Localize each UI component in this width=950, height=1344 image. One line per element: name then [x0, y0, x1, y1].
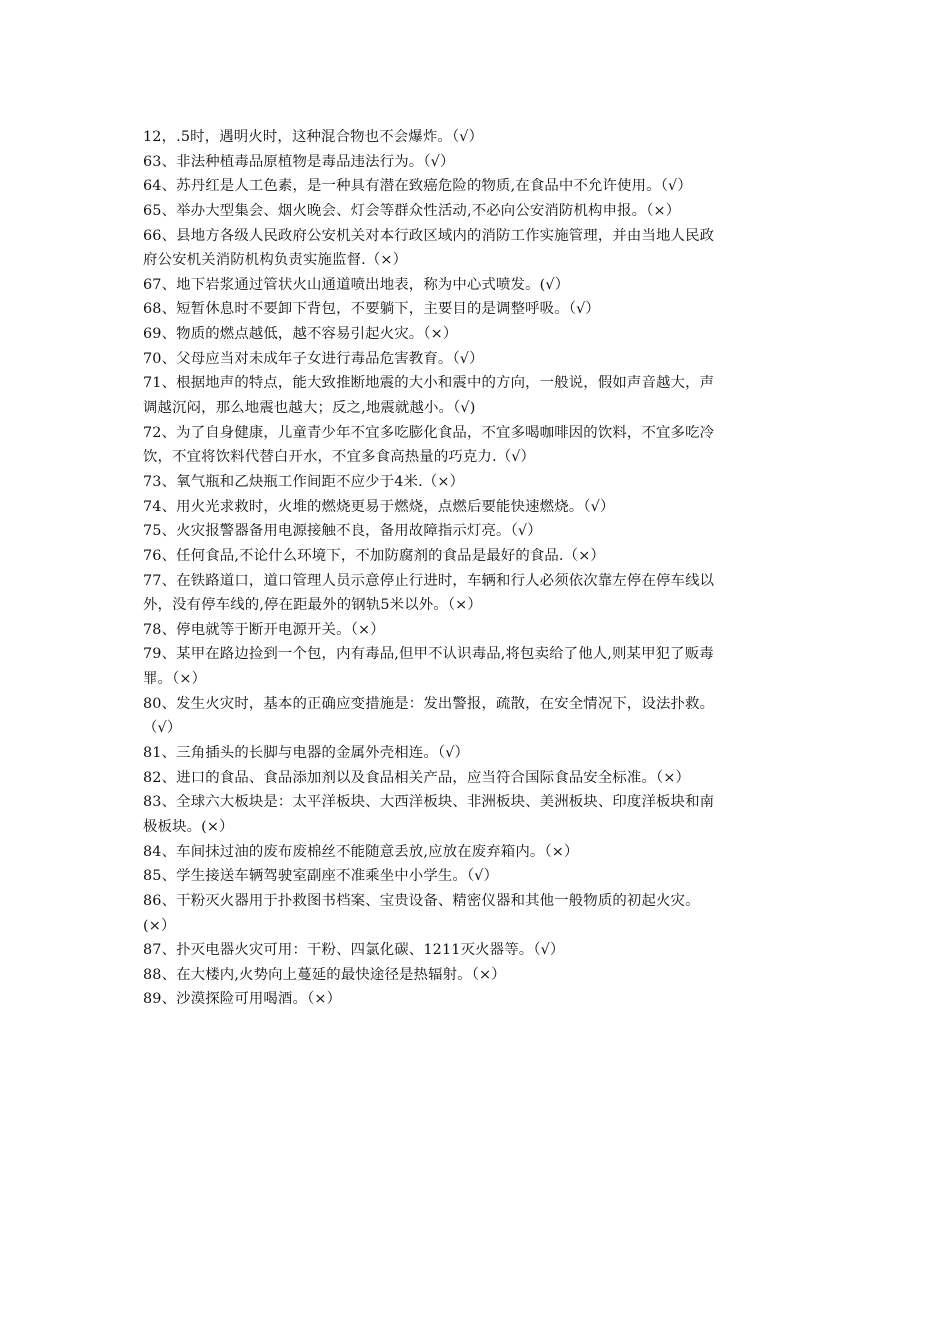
text-line: 88、在大楼内,火势向上蔓延的最快途径是热辐射。（×）	[143, 966, 506, 983]
text-line: 63、非法种植毒品原植物是毒品违法行为。（√）	[143, 153, 455, 170]
text-line: 86、干粉灭火器用于扑救图书档案、宝贵设备、精密仪器和其他一般物质的初起火灾。	[143, 892, 700, 909]
text-line: 85、学生接送车辆驾驶室副座不准乘坐中小学生。（√）	[143, 868, 499, 885]
text-line: 66、县地方各级人民政府公安机关对本行政区域内的消防工作实施管理，并由当地人民政	[143, 227, 715, 244]
text-line: 81、三角插头的长脚与电器的金属外壳相连。（√）	[143, 745, 470, 762]
text-line: 12，.5时，遇明火时，这种混合物也不会爆炸。（√）	[143, 129, 484, 145]
text-line: 84、车间抹过油的废布废棉丝不能随意丢放,应放在废弃箱内。（×）	[143, 843, 579, 860]
text-line: 67、地下岩浆通过管状火山通道喷出地表，称为中心式喷发。(√）	[143, 276, 570, 293]
text-line: 调越沉闷，那么地震也越大；反之,地震就越小。（√)	[143, 400, 476, 417]
text-line: 83、全球六大板块是：太平洋板块、大西洋板块、非洲板块、美洲板块、印度洋板块和南	[143, 794, 715, 811]
text-line: 65、举办大型集会、烟火晚会、灯会等群众性活动,不必向公安消防机构申报。（×）	[143, 202, 681, 219]
text-line: 72、为了自身健康，儿童青少年不宜多吃膨化食品，不宜多喝咖啡因的饮料，不宜多吃冷	[143, 424, 715, 441]
text-line: 71、根据地声的特点，能大致推断地震的大小和震中的方向，一般说，假如声音越大，声	[143, 375, 715, 392]
text-line: 80、发生火灾时，基本的正确应变措施是：发出警报，疏散，在安全情况下，设法扑救。	[143, 695, 715, 712]
text-line: 64、苏丹红是人工色素，是一种具有潜在致癌危险的物质,在食品中不允许使用。（√）	[143, 178, 692, 195]
text-line: 极板块。(×）	[143, 818, 234, 835]
text-line: 外，没有停车线的,停在距最外的钢轨5米以外。（×）	[143, 597, 482, 614]
text-line: 饮，不宜将饮料代替白开水，不宜多食高热量的巧克力.（√）	[143, 449, 536, 466]
text-line: 75、火灾报警器备用电源接触不良，备用故障指示灯亮。（√）	[143, 523, 542, 540]
text-line: 78、停电就等于断开电源开关。（×）	[143, 621, 385, 638]
text-line: 68、短暂休息时不要卸下背包，不要躺下，主要目的是调整呼吸。（√）	[143, 301, 600, 318]
text-line: 74、用火光求救时，火堆的燃烧更易于燃烧，点燃后要能快速燃烧。（√）	[143, 498, 615, 515]
text-line: 79、某甲在路边捡到一个包，内有毒品,但甲不认识毒品,将包卖给了他人,则某甲犯了贩毒	[143, 646, 714, 663]
text-line: 76、任何食品,不论什么环境下，不加防腐剂的食品是最好的食品.（×）	[143, 547, 605, 564]
text-line: 70、父母应当对未成年子女进行毒品危害教育。（√）	[143, 350, 484, 367]
text-line: 69、物质的燃点越低，越不容易引起火灾。（×）	[143, 326, 458, 343]
text-line: 87、扑灭电器火灾可用：干粉、四氯化碳、1211灭火器等。（√）	[143, 942, 565, 959]
text-line: (×）	[143, 917, 176, 934]
text-line: 73、氧气瓶和乙炔瓶工作间距不应少于4米.（×）	[143, 473, 465, 490]
text-line: 89、沙漠探险可用喝酒。（×）	[143, 991, 342, 1008]
text-line: 罪。（×）	[143, 671, 207, 688]
text-line: 82、进口的食品、食品添加剂以及食品相关产品，应当符合国际食品安全标准。（×）	[143, 769, 691, 786]
text-line: （√）	[143, 720, 182, 737]
document-body	[143, 125, 809, 1012]
text-line: 77、在铁路道口，道口管理人员示意停止行进时，车辆和行人必须依次靠左停在停车线以	[143, 572, 715, 589]
text-line: 府公安机关消防机构负责实施监督.（×）	[143, 252, 408, 269]
